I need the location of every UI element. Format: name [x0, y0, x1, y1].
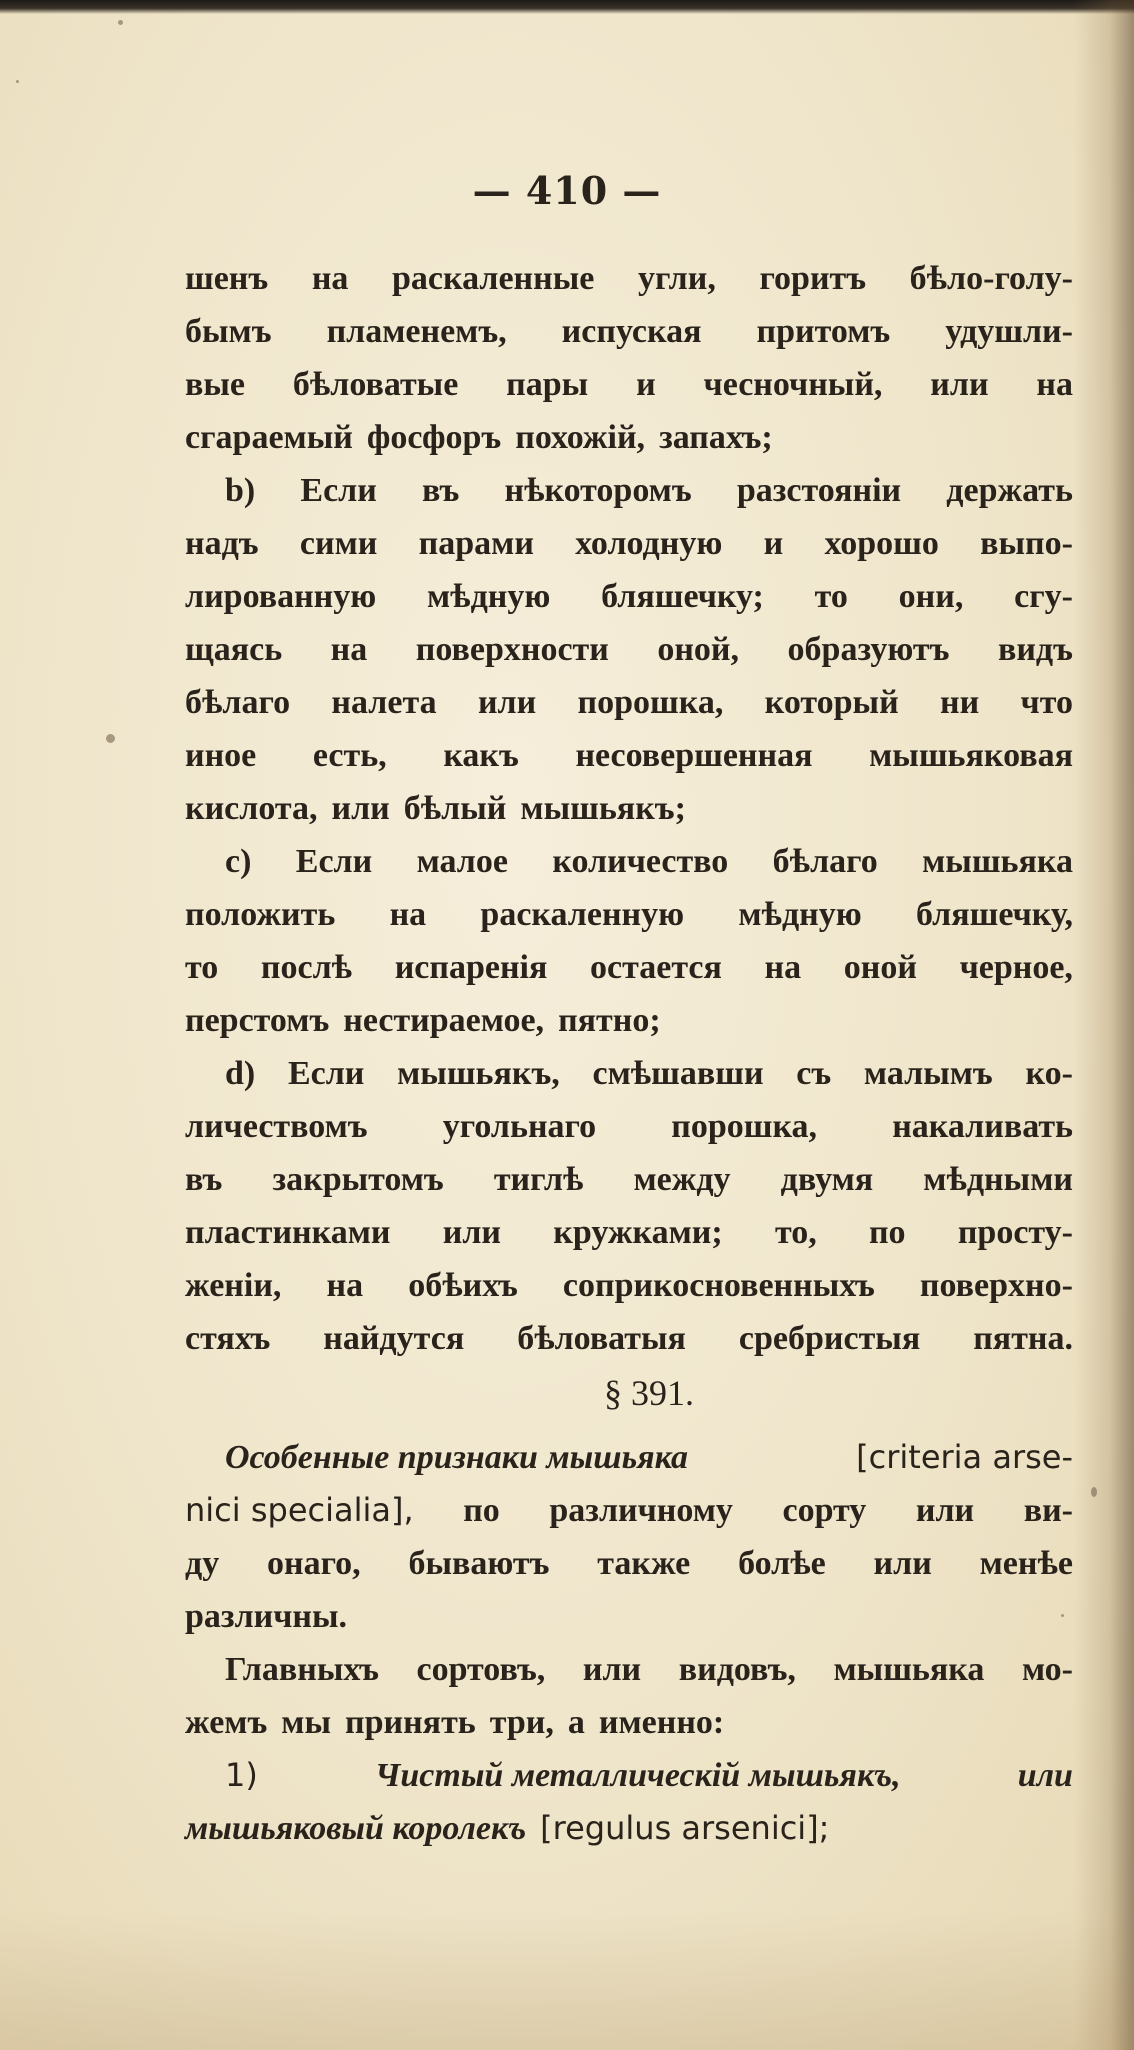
word: Главныхъ — [225, 1651, 379, 1688]
word: бываютъ — [408, 1545, 550, 1582]
word: угли, — [637, 260, 716, 297]
word: ко- — [1025, 1055, 1073, 1092]
word: Если — [287, 1055, 365, 1092]
word: мышьякъ; — [520, 790, 686, 827]
word: оной — [843, 949, 917, 986]
paper-speck — [16, 80, 19, 83]
word: на — [1036, 366, 1073, 403]
word: раскаленную — [480, 896, 685, 933]
word: хорошо — [824, 525, 939, 562]
word: менѣе — [979, 1545, 1073, 1582]
word: сребристыя — [738, 1320, 921, 1357]
word: бѣлаго — [772, 843, 878, 880]
word: пластинками — [185, 1214, 391, 1251]
word: сортовъ, — [416, 1651, 546, 1688]
word: женіи, — [185, 1267, 282, 1304]
word: количество — [552, 843, 729, 880]
word: закрытомъ — [272, 1161, 444, 1198]
word: нѣкоторомъ — [504, 472, 692, 509]
text-line — [185, 1484, 1073, 1537]
word: b) — [225, 472, 256, 509]
word: бѣловатыя — [517, 1320, 686, 1357]
word: ви- — [1023, 1492, 1073, 1529]
word: бѣлый — [403, 790, 507, 827]
word: на — [330, 631, 368, 668]
text-line — [185, 1590, 1073, 1643]
word: между — [633, 1161, 731, 1198]
text-line — [185, 252, 1073, 305]
word: запахъ; — [659, 419, 773, 456]
word: онаго, — [267, 1545, 361, 1582]
word: испуская — [561, 313, 702, 350]
word: накаливать — [892, 1108, 1073, 1145]
section-heading: § 391. — [604, 1373, 694, 1413]
text-line — [185, 1259, 1073, 1312]
word: съ — [796, 1055, 832, 1092]
word: въ — [421, 472, 460, 509]
word: бляшечку; — [601, 578, 764, 615]
page-top-edge — [0, 0, 1134, 14]
word: что — [1020, 684, 1073, 721]
text-line — [185, 1643, 1073, 1696]
word: мышьяка — [922, 843, 1073, 880]
word: ни — [940, 684, 980, 721]
word: 1) — [225, 1756, 258, 1794]
word: положить — [185, 896, 336, 933]
word: горитъ — [759, 260, 867, 297]
word: или — [873, 1545, 932, 1582]
word: бѣло-голу- — [909, 260, 1073, 297]
text-line — [185, 517, 1073, 570]
word: нестираемое, — [343, 1002, 545, 1039]
word: малое — [416, 843, 508, 880]
word: или — [331, 790, 390, 827]
word: мо- — [1021, 1651, 1073, 1688]
word: въ — [185, 1161, 223, 1198]
word: сорту — [782, 1492, 867, 1529]
word: а — [567, 1704, 585, 1741]
word: болѣе — [738, 1545, 826, 1582]
word: они, — [898, 578, 964, 615]
word: холодную — [575, 525, 723, 562]
text-line — [185, 1802, 1073, 1855]
text-line — [185, 1100, 1073, 1153]
word: именно: — [598, 1704, 725, 1741]
word: шенъ — [185, 260, 269, 297]
word: налета — [331, 684, 437, 721]
latin-term: [criteria arse- — [856, 1438, 1073, 1476]
word: то, — [774, 1214, 817, 1251]
word: парами — [418, 525, 534, 562]
word: или — [582, 1651, 642, 1688]
word: удушли- — [945, 313, 1073, 350]
word: также — [597, 1545, 691, 1582]
word: на — [326, 1267, 364, 1304]
text-line — [185, 464, 1073, 517]
word: или — [915, 1492, 975, 1529]
text-line — [185, 729, 1073, 782]
text-line — [185, 1696, 1073, 1749]
word: испаренія — [394, 949, 548, 986]
word: бѣловатые — [292, 366, 459, 403]
word: d) — [225, 1055, 256, 1092]
text-line — [185, 1153, 1073, 1206]
italic-term: мышьяковый королекъ — [185, 1810, 527, 1847]
word: остается — [590, 949, 722, 986]
word: или — [442, 1214, 501, 1251]
text-line — [185, 570, 1073, 623]
italic-term: Чистый металлическій мышьякъ, — [374, 1757, 901, 1794]
word: порошка, — [671, 1108, 818, 1145]
word: мышьяковая — [869, 737, 1073, 774]
word: угольнаго — [442, 1108, 597, 1145]
word: сгу- — [1014, 578, 1073, 615]
word: пламенемъ, — [326, 313, 507, 350]
word: бляшечку, — [916, 896, 1073, 933]
page-binding-shadow — [1074, 0, 1134, 2050]
text-line — [185, 1312, 1073, 1365]
word: перстомъ — [185, 1002, 330, 1039]
word: фосфоръ — [366, 419, 502, 456]
text-line — [185, 782, 1073, 835]
word: три, — [489, 1704, 554, 1741]
word: держать — [946, 472, 1073, 509]
word: пятна. — [973, 1320, 1073, 1357]
text-line — [185, 1047, 1073, 1100]
page-text — [185, 252, 1073, 1855]
page-number: — 410 — — [472, 168, 662, 213]
word: двумя — [780, 1161, 874, 1198]
word: который — [764, 684, 899, 721]
text-line — [185, 994, 1073, 1047]
text-line — [185, 676, 1073, 729]
text-line — [185, 411, 1073, 464]
word: мѣдную — [738, 896, 862, 933]
paper-speck — [1091, 1487, 1097, 1497]
text-line — [185, 941, 1073, 994]
word: несовершенная — [575, 737, 813, 774]
text-line — [185, 1537, 1073, 1590]
word: лированную — [185, 578, 377, 615]
word: бымъ — [185, 313, 272, 350]
word: принять — [345, 1704, 476, 1741]
word: вые — [185, 366, 245, 403]
word: личествомъ — [185, 1108, 368, 1145]
word: мы — [281, 1704, 331, 1741]
paper-speck — [106, 734, 115, 743]
word: малымъ — [863, 1055, 993, 1092]
word: образуютъ — [787, 631, 950, 668]
word: различны. — [185, 1598, 348, 1635]
word: то — [814, 578, 848, 615]
word: по — [463, 1492, 500, 1529]
word: или — [1017, 1757, 1073, 1794]
word: выпо- — [980, 525, 1073, 562]
word: кислота, — [185, 790, 318, 827]
word: на — [764, 949, 802, 986]
word: какъ — [443, 737, 519, 774]
word: щаясь — [185, 631, 283, 668]
word: по — [868, 1214, 906, 1251]
word: жемъ — [185, 1704, 268, 1741]
word: мышьяка — [833, 1651, 985, 1688]
text-line — [185, 358, 1073, 411]
word: видъ — [997, 631, 1073, 668]
text-line — [185, 1749, 1073, 1802]
text-line — [185, 623, 1073, 676]
word: порошка, — [577, 684, 724, 721]
word: есть, — [312, 737, 387, 774]
word: то — [185, 949, 219, 986]
word: оной, — [657, 631, 740, 668]
word: тиглѣ — [493, 1161, 584, 1198]
latin-term: nici specialia], — [185, 1491, 414, 1529]
word: найдутся — [323, 1320, 465, 1357]
word: бѣлаго — [185, 684, 291, 721]
word: на — [389, 896, 427, 933]
word: притомъ — [756, 313, 891, 350]
text-line — [185, 888, 1073, 941]
word: соприкосновенныхъ — [562, 1267, 875, 1304]
word: видовъ, — [678, 1651, 796, 1688]
text-line — [185, 1206, 1073, 1259]
text-line — [185, 835, 1073, 888]
word: c) — [225, 843, 252, 880]
word: или — [477, 684, 537, 721]
word: мѣдными — [923, 1161, 1073, 1198]
word: различному — [549, 1492, 733, 1529]
word: надъ — [185, 525, 259, 562]
word: кружками; — [553, 1214, 723, 1251]
word: Если — [300, 472, 377, 509]
page-bottom-shade — [0, 1910, 1134, 2050]
word: ду — [185, 1545, 220, 1582]
word: или — [930, 366, 989, 403]
word: пятно; — [558, 1002, 661, 1039]
word: стяхъ — [185, 1320, 271, 1357]
word: чесночный, — [703, 366, 883, 403]
paper-speck — [118, 20, 123, 25]
word: мѣдную — [427, 578, 551, 615]
word: пары — [506, 366, 589, 403]
word: черное, — [959, 949, 1073, 986]
latin-term: [regulus arsenici]; — [540, 1809, 830, 1847]
word: поверхно- — [919, 1267, 1073, 1304]
word: раскаленные — [392, 260, 595, 297]
word: разстояніи — [736, 472, 902, 509]
word: иное — [185, 737, 257, 774]
word: обѣихъ — [408, 1267, 518, 1304]
word: просту- — [957, 1214, 1073, 1251]
word: сгараемый — [185, 419, 353, 456]
word: и — [636, 366, 656, 403]
word: мышьякъ, — [397, 1055, 560, 1092]
word: смѣшавши — [592, 1055, 764, 1092]
word: сими — [299, 525, 378, 562]
italic-term: Особенные признаки мышьяка — [225, 1439, 689, 1476]
word: на — [311, 260, 349, 297]
word: Если — [295, 843, 373, 880]
text-line — [185, 305, 1073, 358]
word: послѣ — [260, 949, 353, 986]
text-line — [185, 1431, 1073, 1484]
word: похожій, — [515, 419, 646, 456]
word: поверхности — [415, 631, 609, 668]
word: и — [763, 525, 784, 562]
